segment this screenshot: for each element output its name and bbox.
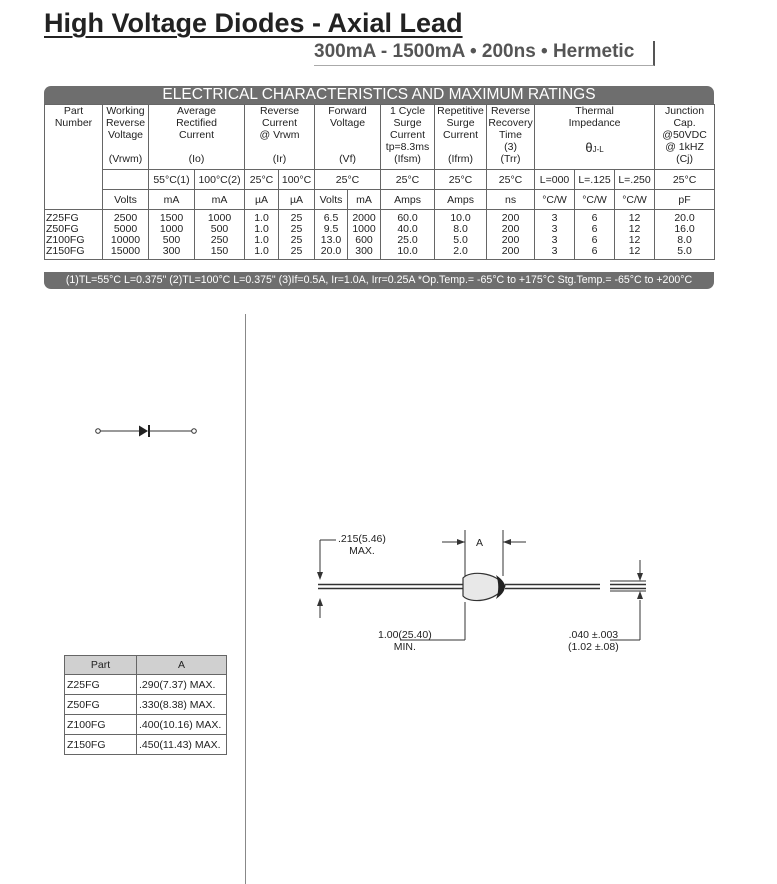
condition-cell: 25°C (487, 170, 535, 190)
unit-cell: Amps (381, 190, 435, 210)
table-footnotes: (1)TL=55°C L=0.375" (2)TL=100°C L=0.375" (3)If=0.5A, Ir=1.0A, Irr=0.25A *Op.Temp.= -65°C to +175°C Stg.Temp.= -65°C to +200°C (44, 272, 714, 289)
header-row (45, 105, 715, 170)
condition-cell: 25°C (245, 170, 279, 190)
unit-cell: ns (487, 190, 535, 210)
header-junction-capacitance: Junction Cap. @50VDC @ 1kHZ (Cj) (655, 105, 715, 170)
table-row: Z150FG .450(11.43) MAX. (65, 735, 227, 755)
condition-cell: L=.125 (575, 170, 615, 190)
dimension-a-label: A (476, 537, 484, 549)
unit-cell: °C/W (535, 190, 575, 210)
table-row: Z100FG .400(10.16) MAX. (65, 715, 227, 735)
header-reverse-current: Reverse Current @ Vrwm (Ir) (245, 105, 315, 170)
unit-cell: µA (279, 190, 315, 210)
header-a: A (137, 656, 227, 675)
unit-cell: pF (655, 190, 715, 210)
electrical-characteristics-table (44, 104, 715, 260)
unit-cell: mA (348, 190, 381, 210)
unit-cell: Amps (435, 190, 487, 210)
condition-cell: L=.250 (615, 170, 655, 190)
conditions-row (45, 170, 715, 190)
condition-cell: 25°C (435, 170, 487, 190)
condition-cell: 25°C (381, 170, 435, 190)
body-length-dimension: .215(5.46) MAX. (338, 533, 386, 557)
lead-length-dimension: 1.00(25.40) MIN. (378, 629, 432, 653)
condition-cell: 25°C (315, 170, 381, 190)
table-banner: ELECTRICAL CHARACTERISTICS AND MAXIMUM RATINGS (44, 86, 714, 104)
header-forward-voltage: Forward Voltage (Vf) (315, 105, 381, 170)
unit-cell: Volts (315, 190, 348, 210)
table-row: Z50FG 5000 1000 500 1.0 25 9.5 1000 40.0 8.0 200 3 6 12 16.0 (45, 224, 715, 235)
unit-cell: µA (245, 190, 279, 210)
header-one-cycle-surge-current: 1 Cycle Surge Current tp=8.3ms (Ifsm) (381, 105, 435, 170)
table-row: Z100FG 10000 500 250 1.0 25 13.0 600 25.0 5.0 200 3 6 12 8.0 (45, 235, 715, 246)
unit-cell: mA (149, 190, 195, 210)
condition-cell: 55°C(1) (149, 170, 195, 190)
condition-cell: 25°C (655, 170, 715, 190)
diode-symbol-icon (92, 420, 200, 442)
part-dimension-table (64, 655, 227, 755)
table-row: Z25FG .290(7.37) MAX. (65, 675, 227, 695)
table-row: Z50FG .330(8.38) MAX. (65, 695, 227, 715)
units-row (45, 190, 715, 210)
condition-cell (103, 170, 149, 190)
unit-cell: Volts (103, 190, 149, 210)
theta-jl-symbol: θJ-L (585, 140, 604, 155)
header-part-number: Part Number (45, 105, 103, 210)
unit-cell: °C/W (615, 190, 655, 210)
header-average-rectified-current: Average Rectified Current (Io) (149, 105, 245, 170)
header-part: Part (65, 656, 137, 675)
unit-cell: °C/W (575, 190, 615, 210)
header-reverse-recovery-time: Reverse Recovery Time (3) (Trr) (487, 105, 535, 170)
table-row: Z150FG 15000 300 150 1.0 25 20.0 300 10.0 2.0 200 3 6 12 5.0 (45, 246, 715, 260)
header-working-reverse-voltage: Working Reverse Voltage (Vrwm) (103, 105, 149, 170)
page-title: High Voltage Diodes - Axial Lead (44, 8, 463, 38)
lead-diameter-dimension: .040 ±.003 (1.02 ±.08) (568, 629, 619, 653)
table-row: Z25FG 2500 1500 1000 1.0 25 6.5 2000 60.0 10.0 200 3 6 12 20.0 (45, 210, 715, 225)
page-subtitle: 300mA - 1500mA • 200ns • Hermetic (314, 41, 655, 66)
condition-cell: L=000 (535, 170, 575, 190)
condition-cell: 100°C (279, 170, 315, 190)
header-thermal-impedance: Thermal Impedance θJ-L (535, 105, 655, 170)
unit-cell: mA (195, 190, 245, 210)
header-row (65, 656, 227, 675)
header-repetitive-surge-current: Repetitive Surge Current (Ifrm) (435, 105, 487, 170)
column-divider (245, 314, 246, 884)
condition-cell: 100°C(2) (195, 170, 245, 190)
